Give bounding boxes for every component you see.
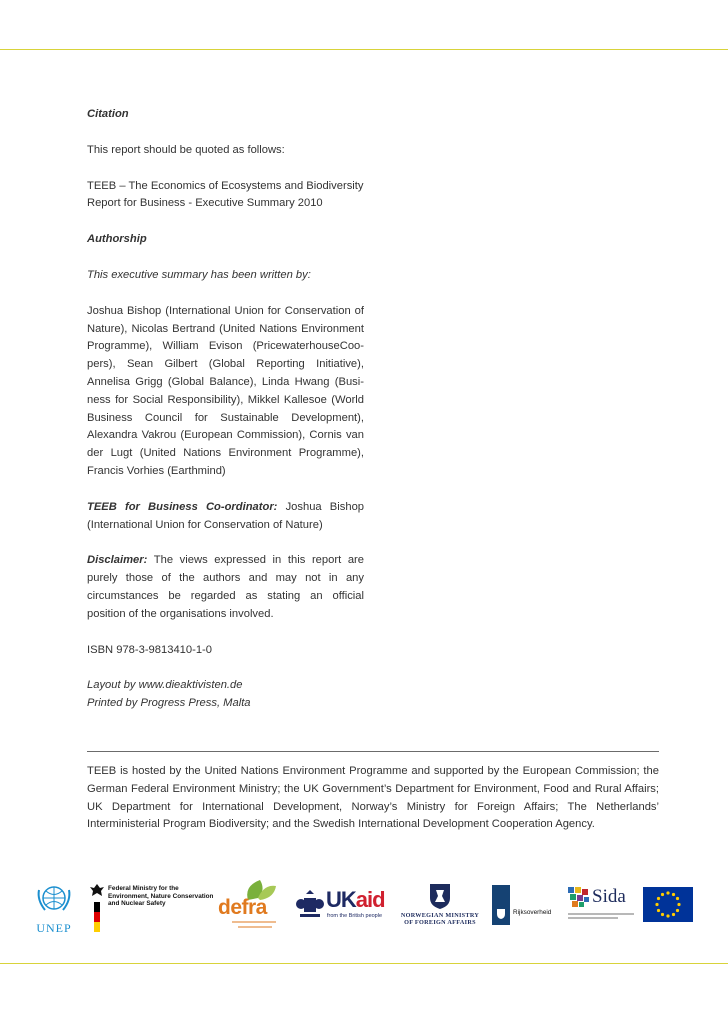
rijks-ribbon [492,885,510,925]
layout-credit: Layout by www.dieaktivisten.de [87,679,243,692]
citation-heading: Citation [87,108,129,120]
rijks-wordmark: Rijksoverheid [513,909,552,916]
german-flag-icon [94,902,100,932]
bmu-logo [88,882,213,930]
norway-logo [398,882,482,928]
norway-line1: NORWEGIAN MINISTRY [400,912,480,919]
disclaimer-label: Disclaimer: [87,554,148,567]
bmu-text [108,885,213,908]
defra-subline-2 [238,926,272,928]
unep-logo [33,882,75,935]
bottom-rule [0,963,728,964]
disclaimer-paragraph [87,552,364,623]
ukaid-aid: aid [355,887,385,912]
coordinator-label: TEEB for Business Co-ordinator: [87,500,278,513]
defra-logo [218,876,282,932]
ukaid-uk: UK [326,887,356,912]
sida-mosaic-icon [568,887,590,909]
unep-wordmark: UNEP [36,921,72,935]
citation-intro: This report should be quoted as follows: [87,143,285,156]
sida-subline-2 [568,917,618,919]
ukaid-logo [296,888,386,928]
sida-subline [568,913,634,915]
eu-flag [643,887,693,922]
bmu-line1: Federal Ministry for the [108,885,179,892]
disclaimer-text: The views expressed in this report are purely those of the authors and may not in any circumstances be regarded as stating an official position of the organisations involved. [87,554,364,620]
rijks-crest-icon [495,907,507,919]
authorship-heading: Authorship [87,233,147,246]
eu-stars-icon [643,887,693,922]
citation-line2: Report for Business - Executive Summary 2010 [87,197,323,210]
authorship-intro: This executive summary has been written by: [87,268,311,281]
authors-list: Joshua Bishop (International Union for Conservation of Nature), Nicolas Bertrand (United Nations Environment Programme), William Evison (PricewaterhouseCoo-pers), Sean Gilbert (Global Reporting Initiative), Annelisa Grigg (Global Balance), Linda Hwang (Busi-ness for Social Responsibility), Mikkel Kallesoe (World Business Council for Sustainable Development), Alexandra Vakrou (European Commission), Cornis van der Lugt (United Nations Environment Programme), Francis Vorhies (Earthmind) [87,304,364,477]
bmu-line3: and Nuclear Safety [108,900,166,907]
eagle-icon [88,882,106,900]
sida-wordmark: Sida [592,886,626,907]
isbn: ISBN 978-3-9813410-1-0 [87,643,213,656]
citation-line1: TEEB – The Economics of Ecosystems and Biodiversity [87,179,364,192]
bmu-line2: Environment, Nature Conservation [108,892,214,900]
ukaid-wordmark [326,888,385,912]
rijksoverheid-logo [492,885,554,925]
printer-credit: Printed by Progress Press, Malta [87,697,251,710]
coordinator-text: Joshua Bishop (International Union for Conservation of Nature) [87,500,365,531]
defra-subline [232,921,276,923]
ukaid-tagline: from the British people [327,913,383,919]
hosted-statement: TEEB is hosted by the United Nations Environment Programme and supported by the European Commission; the German Federal Environment Ministry; the UK Government’s Department for Environment, Food and Rural Affairs; UK Department for International Development, Norway’s Ministry for Foreign Affairs; The Netherlands’ Interministerial Program Biodiversity; and the Swedish International Development Cooperation Agency. [87,765,659,831]
royal-crest-icon [296,890,324,920]
lion-crest-icon [428,882,452,910]
unep-emblem-icon [33,882,75,916]
norway-line2: OF FOREIGN AFFAIRS [404,919,476,926]
coordinator-paragraph [87,499,364,535]
sida-logo [568,885,636,927]
separator-line [87,751,659,752]
top-rule [0,49,728,50]
credits-column [87,106,364,713]
defra-wordmark: defra [218,896,267,919]
norway-text [398,912,482,926]
